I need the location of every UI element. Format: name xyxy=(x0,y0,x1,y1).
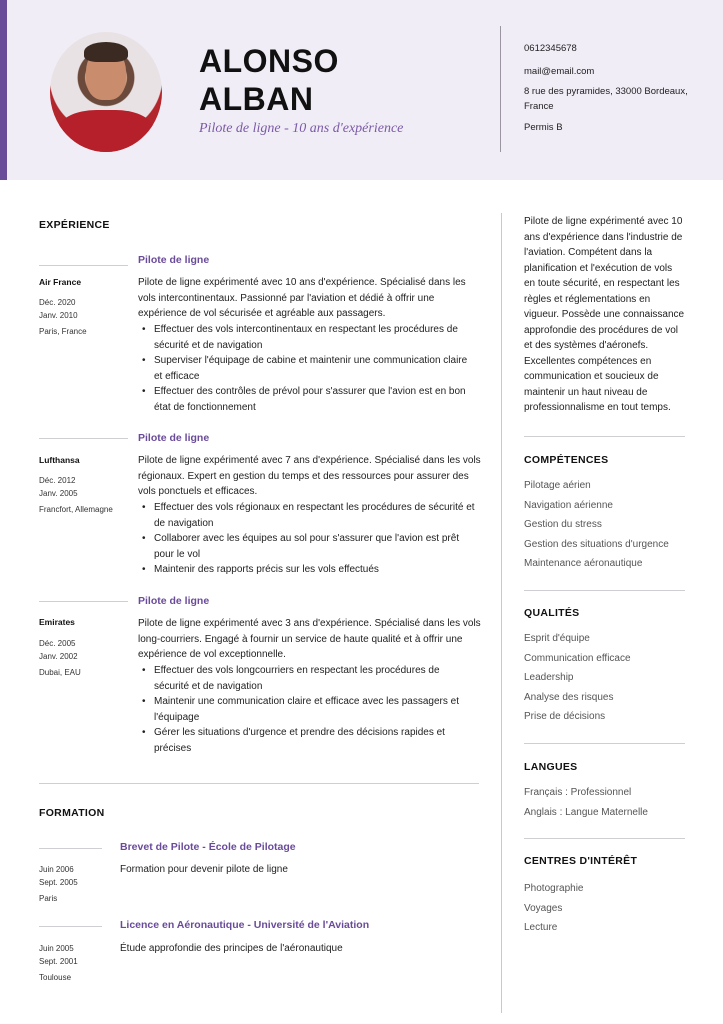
job-subtitle: Pilote de ligne - 10 ans d'expérience xyxy=(199,121,404,136)
list-item: Photographie xyxy=(524,883,584,894)
contact-address: 8 rue des pyramides, 33000 Bordeaux, France xyxy=(524,86,688,112)
candidate-name xyxy=(199,42,339,118)
formation-description: Formation pour devenir pilote de ligne xyxy=(120,864,288,875)
job-description: Pilote de ligne expérimenté avec 10 ans d'expérience. Spécialisé dans les vols intercontinentaux. Passionné par l'aviation et dédié à offrir une expérience de vol sécurisée et agréable aux passagers. xyxy=(138,277,466,319)
job-title: Pilote de ligne xyxy=(138,432,210,444)
profile-summary: Pilote de ligne expérimenté avec 10 ans d'expérience dans l'industrie de l'aviation. Compétent dans la planification et l'exécution de vols en toute sécurité, en respectant les règles et réglementations en vigueur. Possède une connaissance approfondie des procédures de vol et des systèmes d'aéronefs. Excellentes compétences en communication et soucieux de maintenir un haut niveau de professionnalisme en tout temps. xyxy=(524,216,685,413)
list-item: Anglais : Langue Maternelle xyxy=(524,806,648,818)
section-divider xyxy=(39,783,479,784)
job-location: Paris, France xyxy=(39,327,87,336)
job-rule xyxy=(39,438,128,439)
list-item: Français : Professionnel xyxy=(524,787,632,798)
job-rule xyxy=(39,265,128,266)
contact-phone: 0612345678 xyxy=(524,43,577,54)
job-company: Lufthansa xyxy=(39,455,80,465)
list-item: • Gérer les situations d'urgence et prendre des décisions rapides et précises xyxy=(138,725,459,756)
job-dates: Déc. 2020 Janv. 2010 xyxy=(39,298,78,320)
accent-bar xyxy=(0,0,7,180)
list-item: • Superviser l'équipage de cabine et maintenir une communication claire et efficace xyxy=(138,353,467,384)
job-dates: Déc. 2012 Janv. 2005 xyxy=(39,476,78,498)
sidebar-divider xyxy=(524,436,685,437)
sidebar-divider xyxy=(524,838,685,839)
list-item: Voyages xyxy=(524,902,563,914)
sidebar-divider xyxy=(524,590,685,591)
job-bullets xyxy=(138,663,459,756)
list-item: Lecture xyxy=(524,922,558,933)
job-location: Francfort, Allemagne xyxy=(39,505,113,514)
column-divider xyxy=(501,213,502,1013)
job-location: Dubai, EAU xyxy=(39,668,81,677)
formation-location: Paris xyxy=(39,894,58,903)
profile-photo xyxy=(50,32,162,152)
job-title: Pilote de ligne xyxy=(138,254,210,266)
list-item: Leadership xyxy=(524,672,574,683)
list-item: Prise de décisions xyxy=(524,711,606,722)
list-item: Gestion des situations d'urgence xyxy=(524,538,669,550)
formation-title: Licence en Aéronautique - Université de l'Aviation xyxy=(120,919,370,931)
list-item: Esprit d'équipe xyxy=(524,633,590,644)
contact-email: mail@email.com xyxy=(524,66,595,77)
interests-heading: CENTRES D'INTÉRÊT xyxy=(524,855,638,867)
formation-dates: Juin 2005 Sept. 2001 xyxy=(39,944,78,966)
list-item: • Effectuer des vols intercontinentaux en respectant les procédures de sécurité et de navigation xyxy=(138,322,467,353)
qualities-list xyxy=(524,629,631,727)
formation-heading: FORMATION xyxy=(39,807,105,819)
list-item: • Collaborer avec les équipes au sol pour s'assurer que l'avion est prêt pour le vol xyxy=(138,531,475,562)
experience-heading: EXPÉRIENCE xyxy=(39,219,110,231)
formation-location: Toulouse xyxy=(39,973,72,982)
skills-list xyxy=(524,476,669,574)
list-item: Gestion du stress xyxy=(524,519,602,530)
name-last: ALBAN xyxy=(199,81,314,117)
list-item: Maintenance aéronautique xyxy=(524,558,643,569)
list-item: • Effectuer des vols longcourriers en respectant les procédures de sécurité et de navigation xyxy=(138,663,459,694)
list-item: Analyse des risques xyxy=(524,691,614,703)
languages-list xyxy=(524,783,648,822)
sidebar-divider xyxy=(524,743,685,744)
job-bullets xyxy=(138,322,467,415)
contact-license: Permis B xyxy=(524,122,563,133)
header-divider xyxy=(500,26,501,152)
list-item: • Maintenir une communication claire et efficace avec les passagers et l'équipage xyxy=(138,694,459,725)
job-rule xyxy=(39,601,128,602)
languages-heading: LANGUES xyxy=(524,761,578,773)
list-item: • Maintenir des rapports précis sur les vols effectués xyxy=(138,562,475,578)
job-company: Air France xyxy=(39,277,82,287)
qualities-heading: QUALITÉS xyxy=(524,607,580,619)
job-company: Emirates xyxy=(39,617,75,627)
list-item: Navigation aérienne xyxy=(524,499,613,511)
job-description: Pilote de ligne expérimenté avec 7 ans d'expérience. Spécialisé dans les vols régionaux. Expert en gestion du temps et des ressources pour assurer des vols ponctuels et efficaces. xyxy=(138,455,481,497)
list-item: • Effectuer des contrôles de prévol pour s'assurer que l'avion est en bon état de fonctionnement xyxy=(138,384,467,415)
interests-list xyxy=(524,879,584,938)
list-item: Communication efficace xyxy=(524,652,631,664)
job-title: Pilote de ligne xyxy=(138,595,210,607)
job-bullets xyxy=(138,500,475,578)
formation-rule xyxy=(39,926,102,927)
job-description: Pilote de ligne expérimenté avec 3 ans d'expérience. Spécialisé dans les vols long-courriers. Engagé à fournir un service de haute qualité et à offrir une expérience de vol exceptionnelle. xyxy=(138,618,481,660)
formation-description: Étude approfondie des principes de l'aéronautique xyxy=(120,943,343,954)
list-item: Pilotage aérien xyxy=(524,480,591,491)
formation-rule xyxy=(39,848,102,849)
list-item: • Effectuer des vols régionaux en respectant les procédures de sécurité et de navigation xyxy=(138,500,475,531)
formation-title: Brevet de Pilote - École de Pilotage xyxy=(120,841,296,853)
formation-dates: Juin 2006 Sept. 2005 xyxy=(39,865,78,887)
skills-heading: COMPÉTENCES xyxy=(524,454,609,466)
name-first: ALONSO xyxy=(199,43,339,79)
job-dates: Déc. 2005 Janv. 2002 xyxy=(39,639,78,661)
